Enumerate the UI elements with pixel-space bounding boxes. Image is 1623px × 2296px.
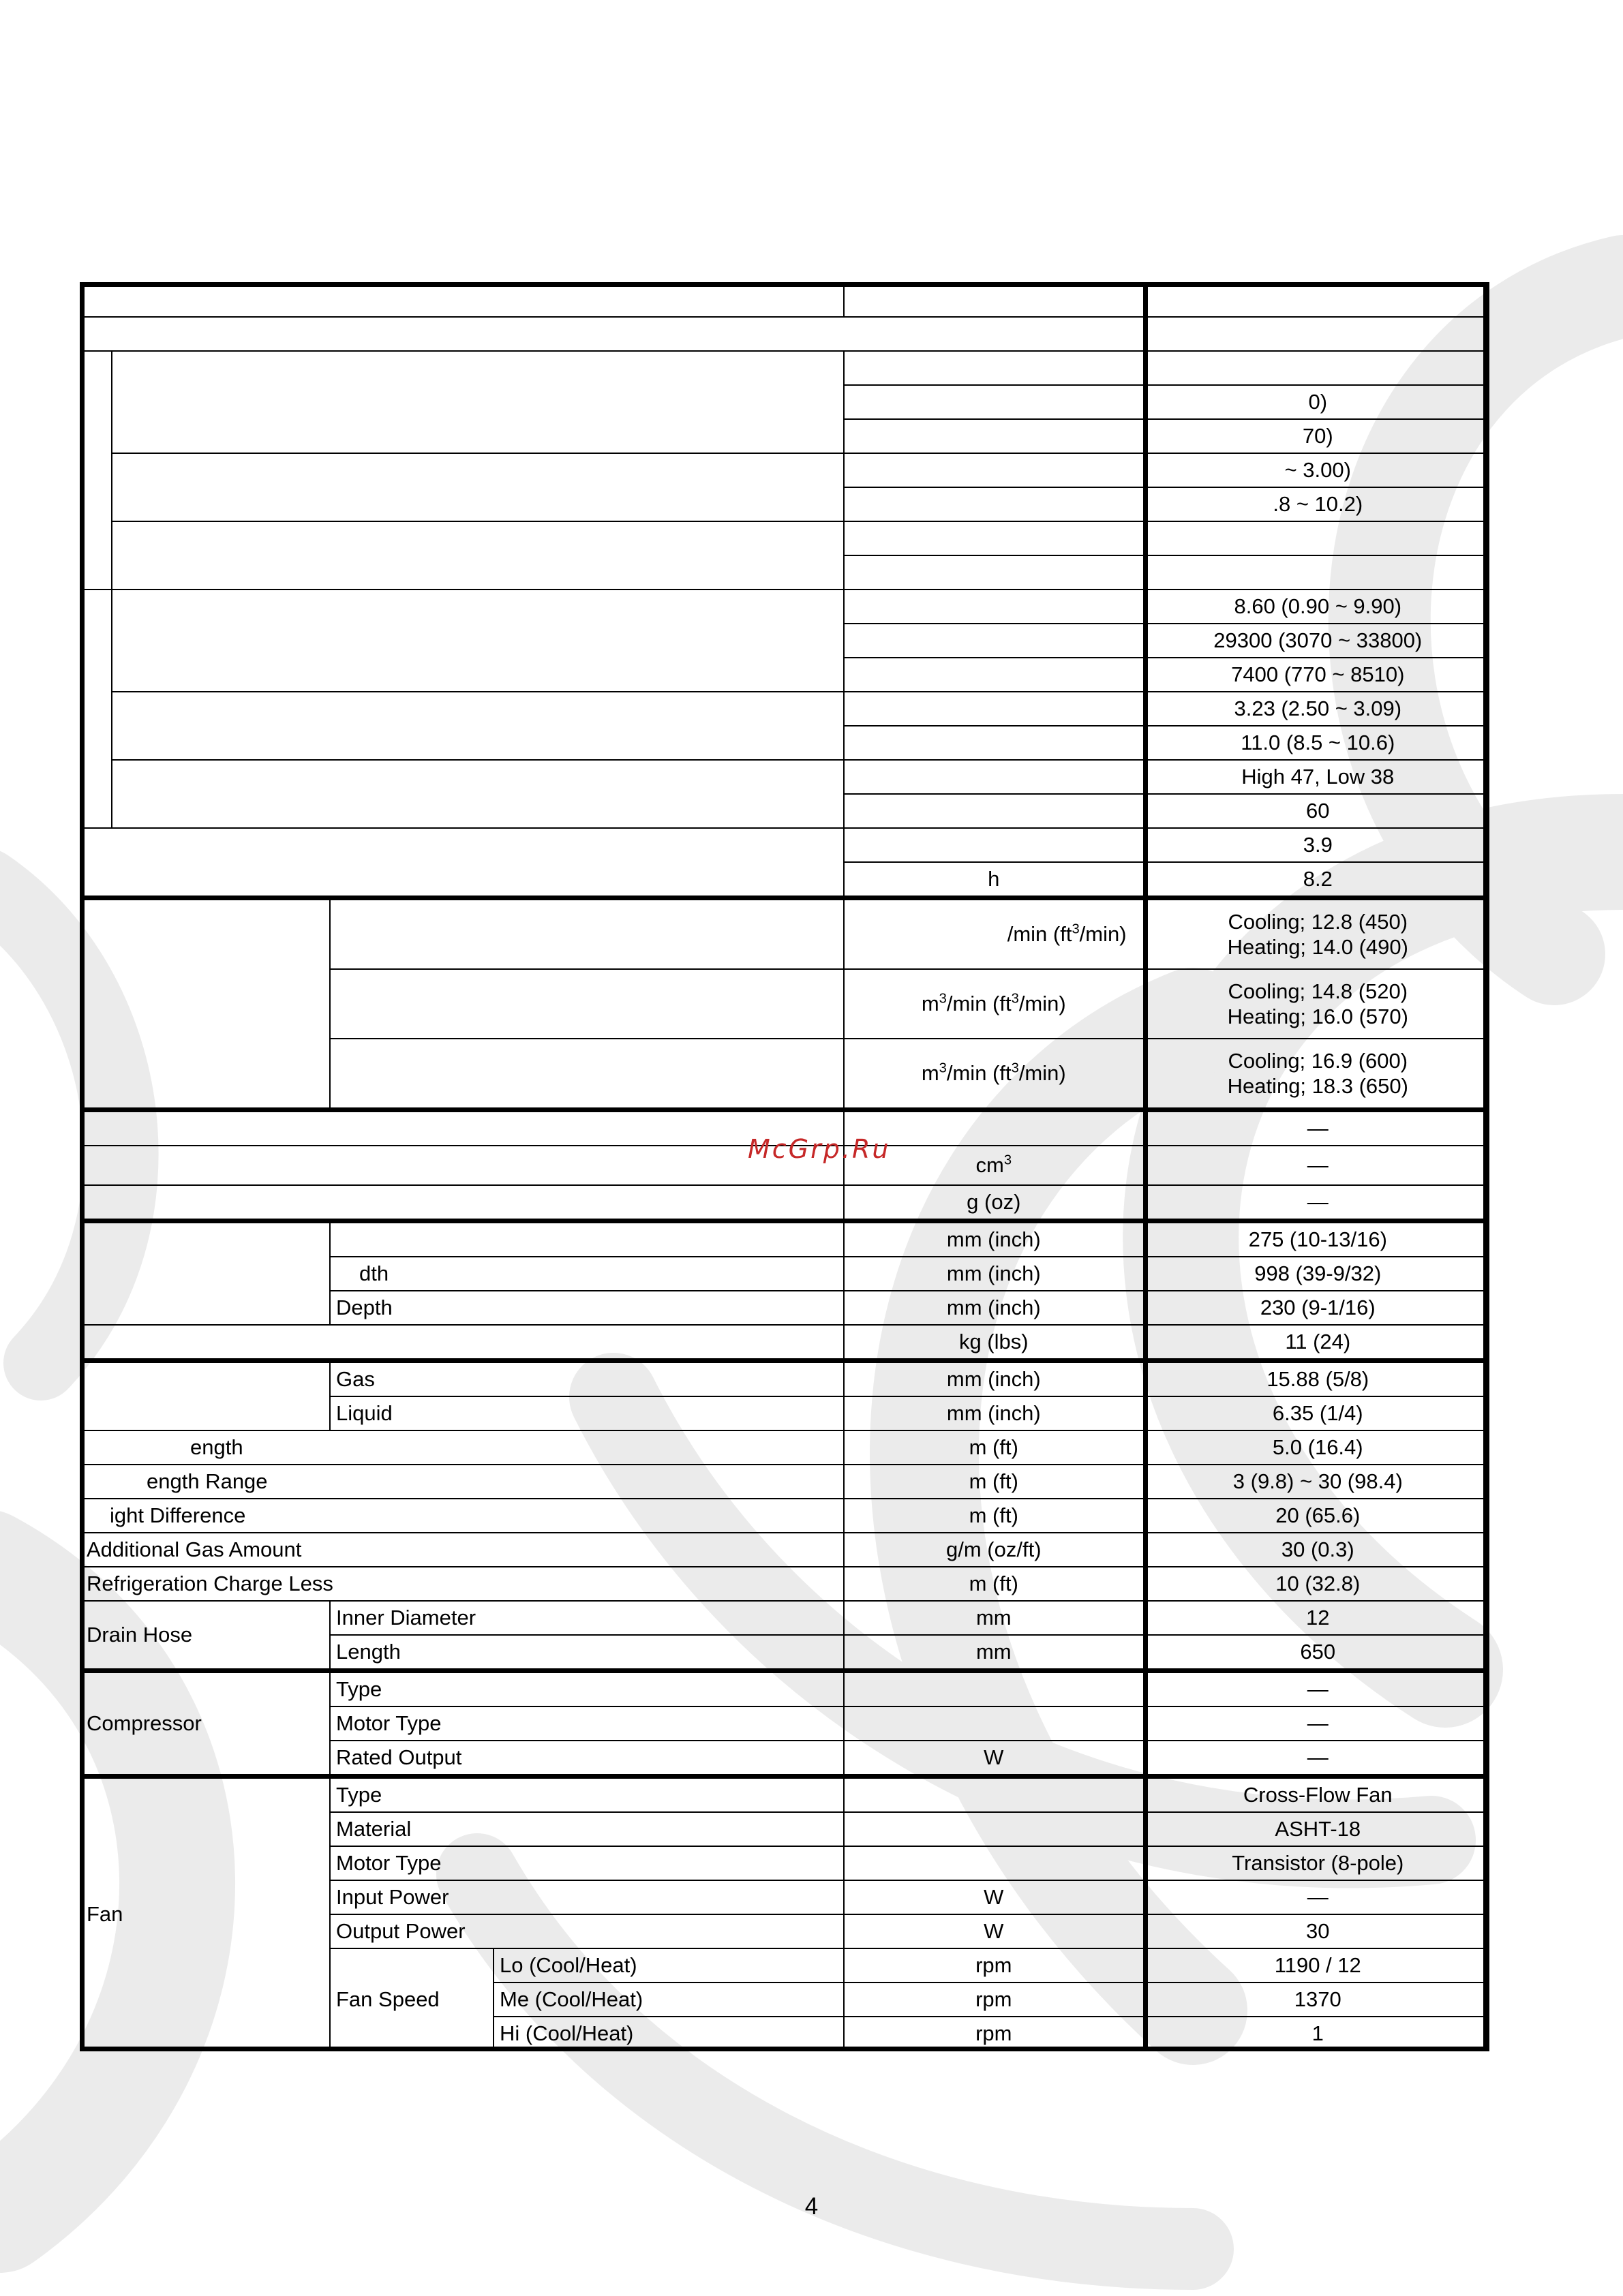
unit-cell: [844, 385, 1145, 419]
specification-table: [80, 282, 1489, 2051]
value-cell: .8 ~ 10.2): [1145, 487, 1489, 521]
table-row: [80, 760, 1489, 794]
value-cell: 6.35 (1/4): [1145, 1396, 1489, 1430]
pipe-length-range-label: ength Range: [80, 1465, 844, 1499]
unit-cell: $m^3/\min$ $(ft^3/\min)$: [844, 1039, 1145, 1110]
table-row: [80, 1671, 1489, 1707]
indoor-value-cell: ASHT-18: [1145, 1812, 1489, 1846]
indoor-value-cell: 1190 / 12: [1145, 1948, 1489, 1983]
value-cell: ~ 3.00): [1145, 453, 1489, 487]
table-row: [80, 1533, 1489, 1567]
depth-label: Depth: [330, 1291, 844, 1325]
unit-cell: [844, 828, 1145, 862]
unit-cell: m (ft): [844, 1465, 1145, 1499]
indoor-value-cell: 1: [1145, 2017, 1489, 2051]
value-cell: 8.2: [1145, 862, 1489, 898]
fan-motor-type-label: Motor Type: [330, 1846, 844, 1880]
compressor-type-label: Type: [330, 1671, 844, 1707]
table-row: [80, 1465, 1489, 1499]
unit-cell: g/m (oz/ft): [844, 1533, 1145, 1567]
air-sub-label: [330, 969, 844, 1039]
charge-less-label: Refrigeration Charge Less: [80, 1567, 844, 1601]
unit-cell: [844, 1846, 1145, 1880]
unit-cell: h: [844, 862, 1145, 898]
net-weight-label: [80, 1325, 844, 1361]
table-row: [80, 1499, 1489, 1533]
unit-cell: [844, 521, 1145, 555]
unit-cell: /min $(ft^3/\min)$: [844, 898, 1145, 970]
value-cell: 3.9: [1145, 828, 1489, 862]
indoor-value-cell: [1145, 521, 1489, 555]
indoor-value-cell: Cooling; 16.9 (600) Heating; 18.3 (650): [1145, 1039, 1489, 1110]
indoor-value-cell: 12: [1145, 1601, 1489, 1635]
inner-diameter-label: Inner Diameter: [330, 1601, 844, 1635]
dimensions-label: [80, 1221, 330, 1326]
unit-cell: $cm^3$: [844, 1146, 1145, 1185]
unit-cell: [844, 453, 1145, 487]
unit-cell: [844, 590, 1145, 624]
unit-cell: $m^3/\min$ $(ft^3/\min)$: [844, 969, 1145, 1039]
heating-side-cell: [80, 590, 112, 828]
unit-cell: [844, 692, 1145, 726]
unit-cell: m (ft): [844, 1567, 1145, 1601]
header-row: [80, 283, 1489, 317]
unit-cell: [844, 351, 1145, 385]
value-cell: 5.0 (16.4): [1145, 1430, 1489, 1465]
indoor-value-cell: —: [1145, 1880, 1489, 1914]
input-power-label: Input Power: [330, 1880, 844, 1914]
value-cell: 3 (9.8) ~ 30 (98.4): [1145, 1465, 1489, 1499]
indoor-value-cell: 230 (9-1/16): [1145, 1291, 1489, 1325]
unit-cell: mm (inch): [844, 1291, 1145, 1325]
unit-cell: [844, 419, 1145, 453]
output-power-label: Output Power: [330, 1914, 844, 1948]
indoor-value-cell: Cooling; 12.8 (450) Heating; 14.0 (490): [1145, 898, 1489, 970]
cooling-eer-label: [112, 453, 844, 521]
rated-output-label: Rated Output: [330, 1741, 844, 1777]
unit-cell: rpm: [844, 2017, 1145, 2051]
refrigeration-oil-label: [80, 1146, 844, 1185]
heating-cop-label: [112, 692, 844, 760]
cooling-noise-label: [112, 521, 844, 590]
unit-cell: [844, 1812, 1145, 1846]
current-label: [80, 828, 844, 898]
table-row: [80, 692, 1489, 726]
table-row: [80, 1185, 1489, 1221]
fan-type-label: Type: [330, 1777, 844, 1813]
value-cell: 0): [1145, 385, 1489, 419]
air-sub-label: [330, 1039, 844, 1110]
unit-cell: [844, 794, 1145, 828]
table-row: [80, 521, 1489, 555]
indoor-value-cell: 650: [1145, 1635, 1489, 1671]
indoor-value-cell: [1145, 555, 1489, 590]
model-label-cell: [80, 317, 1145, 351]
unit-cell: m (ft): [844, 1430, 1145, 1465]
heating-capacity-label: [112, 590, 844, 692]
fan-speed-label: Fan Speed: [330, 1948, 494, 2051]
header-item-cell: [80, 283, 844, 317]
drain-hose-label: Drain Hose: [80, 1601, 330, 1671]
unit-cell: [844, 487, 1145, 521]
cooling-side-cell: [80, 351, 112, 590]
drain-length-label: Length: [330, 1635, 844, 1671]
unit-cell: [844, 1671, 1145, 1707]
indoor-value-cell: Cooling; 14.8 (520) Heating; 16.0 (570): [1145, 969, 1489, 1039]
hi-speed-label: Hi (Cool/Heat): [494, 2017, 844, 2051]
unit-cell: [844, 726, 1145, 760]
indoor-value-cell: —: [1145, 1110, 1489, 1146]
unit-cell: mm: [844, 1635, 1145, 1671]
unit-cell: [844, 1777, 1145, 1813]
unit-cell: mm: [844, 1601, 1145, 1635]
gas-label: Gas: [330, 1361, 844, 1397]
unit-cell: [844, 555, 1145, 590]
heating-noise-label: [112, 760, 844, 828]
model-row: [80, 317, 1489, 351]
indoor-value-cell: 60: [1145, 794, 1489, 828]
unit-cell: mm (inch): [844, 1257, 1145, 1291]
compressor-label: Compressor: [80, 1671, 330, 1777]
table-row: [80, 453, 1489, 487]
indoor-value-cell: —: [1145, 1146, 1489, 1185]
width-label: dth: [330, 1257, 844, 1291]
pipe-diameter-label: [80, 1361, 330, 1431]
header-unit-cell: [844, 283, 1145, 317]
indoor-value-cell: —: [1145, 1706, 1489, 1741]
model-value-cell: [1145, 317, 1489, 351]
additional-gas-label: Additional Gas Amount: [80, 1533, 844, 1567]
unit-cell: mm (inch): [844, 1396, 1145, 1430]
indoor-value-cell: 30: [1145, 1914, 1489, 1948]
unit-cell: g (oz): [844, 1185, 1145, 1221]
air-circulation-label: [80, 898, 330, 1110]
indoor-value-cell: —: [1145, 1185, 1489, 1221]
table-row: [80, 898, 1489, 970]
unit-cell: W: [844, 1914, 1145, 1948]
height-label: [330, 1221, 844, 1257]
value-cell: 8.60 (0.90 ~ 9.90): [1145, 590, 1489, 624]
value-cell: 20 (65.6): [1145, 1499, 1489, 1533]
indoor-value-cell: —: [1145, 1741, 1489, 1777]
page-number: 4: [804, 2193, 819, 2220]
table-row: [80, 1325, 1489, 1361]
table-row: [80, 828, 1489, 862]
unit-cell: rpm: [844, 1948, 1145, 1983]
me-speed-label: Me (Cool/Heat): [494, 1983, 844, 2017]
indoor-value-cell: 1370: [1145, 1983, 1489, 2017]
cooling-capacity-label: [112, 351, 844, 453]
unit-cell: m (ft): [844, 1499, 1145, 1533]
table-row: [80, 1430, 1489, 1465]
table-row: [80, 1777, 1489, 1813]
refrigeration-label: [80, 1110, 844, 1146]
overlay-watermark-text: McGrp.Ru: [748, 1134, 891, 1164]
height-difference-label: ight Difference: [80, 1499, 844, 1533]
value-cell: 3.23 (2.50 ~ 3.09): [1145, 692, 1489, 726]
unit-cell: [844, 624, 1145, 658]
value-cell: 7400 (770 ~ 8510): [1145, 658, 1489, 692]
unit-cell: mm (inch): [844, 1361, 1145, 1397]
indoor-value-cell: 11 (24): [1145, 1325, 1489, 1361]
unit-cell: kg (lbs): [844, 1325, 1145, 1361]
indoor-value-cell: 275 (10-13/16): [1145, 1221, 1489, 1257]
unit-cell: [844, 658, 1145, 692]
table-row: [80, 590, 1489, 624]
table-row: [80, 1601, 1489, 1635]
liquid-label: Liquid: [330, 1396, 844, 1430]
indoor-value-cell: 998 (39-9/32): [1145, 1257, 1489, 1291]
unit-cell: W: [844, 1880, 1145, 1914]
indoor-value-cell: High 47, Low 38: [1145, 760, 1489, 794]
indoor-value-cell: —: [1145, 1671, 1489, 1707]
compressor-motor-type-label: Motor Type: [330, 1706, 844, 1741]
table-row: [80, 1221, 1489, 1257]
unit-cell: rpm: [844, 1983, 1145, 2017]
value-cell: 30 (0.3): [1145, 1533, 1489, 1567]
refrigerant-label: [80, 1185, 844, 1221]
value-cell: 70): [1145, 419, 1489, 453]
fan-material-label: Material: [330, 1812, 844, 1846]
table-row: [80, 351, 1489, 385]
unit-cell: mm (inch): [844, 1221, 1145, 1257]
table-row: [80, 1361, 1489, 1397]
value-cell: 10 (32.8): [1145, 1567, 1489, 1601]
indoor-value-cell: Cross-Flow Fan: [1145, 1777, 1489, 1813]
pipe-length-label: ength: [80, 1430, 844, 1465]
indoor-value-cell: Transistor (8-pole): [1145, 1846, 1489, 1880]
lo-speed-label: Lo (Cool/Heat): [494, 1948, 844, 1983]
air-sub-label: [330, 898, 844, 970]
unit-cell: [844, 1706, 1145, 1741]
unit-cell: [844, 760, 1145, 794]
fan-label: Fan: [80, 1777, 330, 2051]
value-cell: 15.88 (5/8): [1145, 1361, 1489, 1397]
value-cell: 11.0 (8.5 ~ 10.6): [1145, 726, 1489, 760]
table-row: [80, 1567, 1489, 1601]
header-indoor-cell: [1145, 283, 1489, 317]
value-cell: 29300 (3070 ~ 33800): [1145, 624, 1489, 658]
unit-cell: W: [844, 1741, 1145, 1777]
value-cell: [1145, 351, 1489, 385]
